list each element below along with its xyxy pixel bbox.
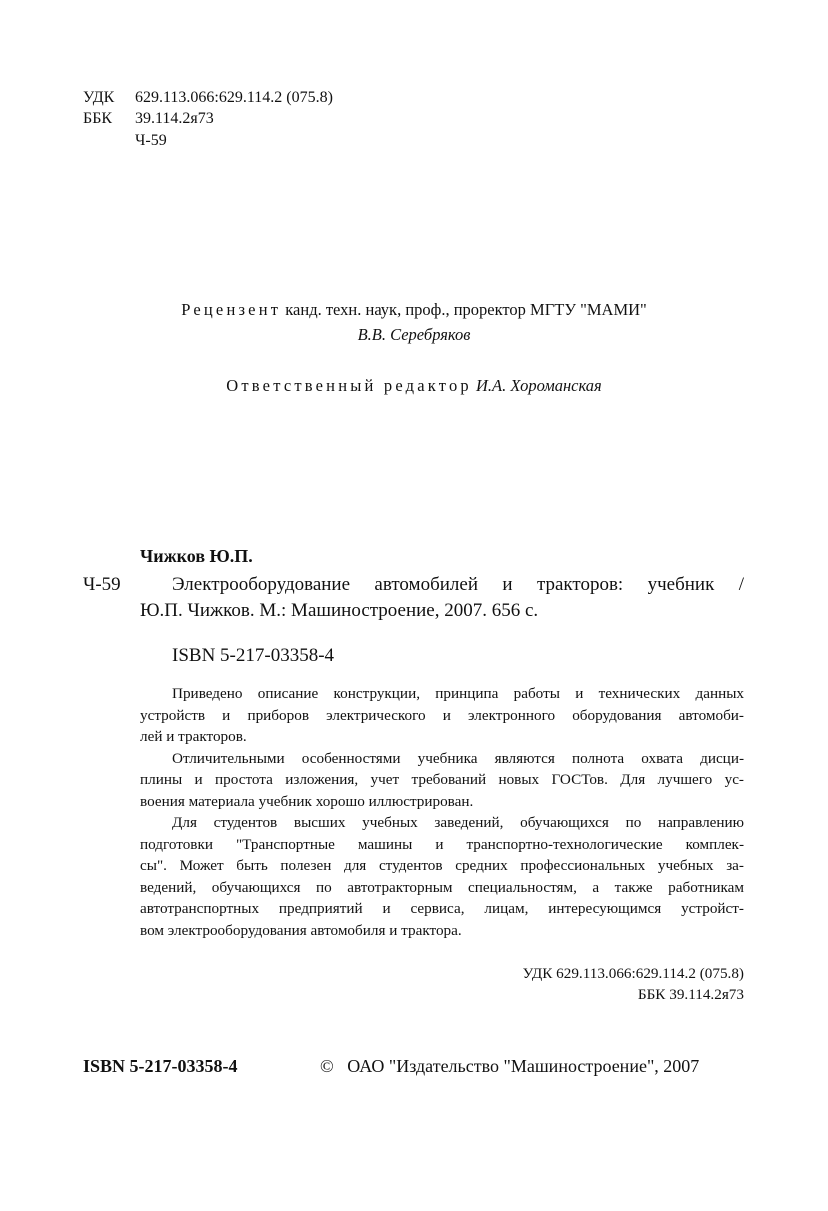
udk-value: 629.113.066:629.114.2 (075.8) xyxy=(135,89,333,106)
reviewer-text: канд. техн. наук, проф., проректор МГТУ "МАМИ" xyxy=(285,300,647,319)
classification-bbk: ББК 39.114.2я73 xyxy=(637,986,744,1003)
annotation-line: подготовки "Транспортные машины и транспортно-технологические комплек- xyxy=(140,835,744,853)
annotation-line: сы". Может быть полезен для студентов средних профессиональных учебных за- xyxy=(140,857,744,874)
annotation-line: воения материала учебник хорошо иллюстрирован. xyxy=(140,792,474,810)
catalog-title-line1: Электрооборудование автомобилей и тракторов: учебник / xyxy=(172,574,744,595)
annotation-line: лей и тракторов. xyxy=(140,728,247,745)
copyright-text: ОАО "Издательство "Машиностроение", 2007 xyxy=(347,1056,700,1076)
annotation-line: вом электрооборудования автомобиля и трактора. xyxy=(140,921,462,939)
bbk-label: ББК xyxy=(83,110,113,127)
classification-udk: УДК 629.113.066:629.114.2 (075.8) xyxy=(522,965,744,982)
copyright-symbol: © xyxy=(320,1056,334,1076)
annotation-line: плины и простота изложения, учет требований новых ГОСТов. Для лучшего ус- xyxy=(140,771,744,788)
udk-label: УДК xyxy=(83,89,115,106)
editor-line xyxy=(0,376,828,396)
annotation-line: Приведено описание конструкции, принципа работы и технических данных xyxy=(172,685,744,702)
catalog-isbn: ISBN 5-217-03358-4 xyxy=(172,645,335,666)
annotation-line: Отличительными особенностями учебника являются полнота охвата дисци- xyxy=(172,749,744,767)
footer-isbn: ISBN 5-217-03358-4 xyxy=(83,1056,238,1076)
annotation-line: Для студентов высших учебных заведений, обучающихся по направлению xyxy=(172,814,744,831)
editor-label: Ответственный редактор xyxy=(226,376,472,395)
catalog-mark: Ч-59 xyxy=(83,574,121,595)
header-author-mark: Ч-59 xyxy=(135,132,167,149)
header-bbk xyxy=(83,109,214,129)
header-udk xyxy=(83,88,333,108)
catalog-title-line2: Ю.П. Чижков. М.: Машиностроение, 2007. 656 с. xyxy=(140,600,539,621)
bbk-value: 39.114.2я73 xyxy=(135,110,214,127)
editor-name: И.А. Хороманская xyxy=(475,376,602,395)
annotation-line: ведений, обучающихся по автотракторным специальностям, а также работникам xyxy=(140,878,744,896)
annotation xyxy=(140,683,744,941)
catalog-author: Чижков Ю.П. xyxy=(140,546,253,566)
reviewer-name: В.В. Серебряков xyxy=(357,325,471,344)
footer-copyright-line xyxy=(320,1056,699,1077)
reviewer-label: Рецензент xyxy=(181,300,282,319)
annotation-line: автотранспортных предприятий и сервиса, лицам, интересующимся устройст- xyxy=(140,900,744,917)
reviewer-line xyxy=(0,300,828,320)
annotation-line: устройств и приборов электрического и электронного оборудования автомоби- xyxy=(140,706,744,724)
